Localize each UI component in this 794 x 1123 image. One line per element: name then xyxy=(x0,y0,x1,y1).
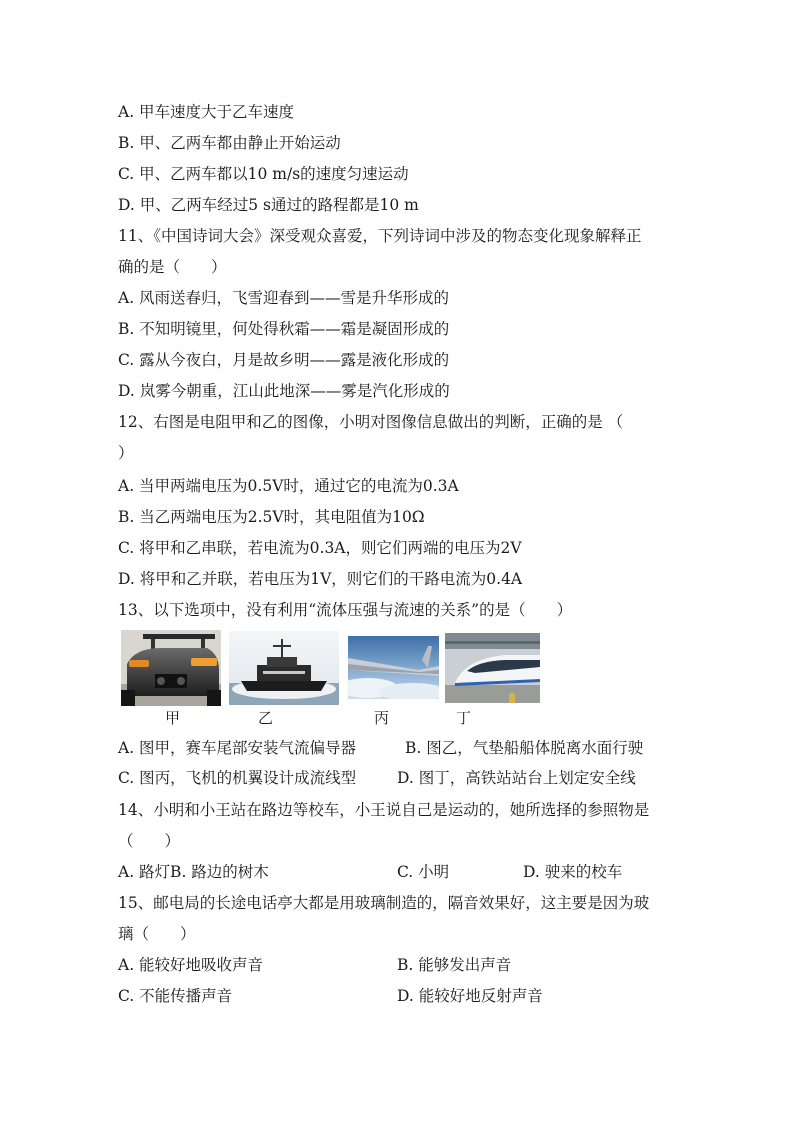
q15-option-c: C. 不能传播声音 xyxy=(118,987,233,1005)
hovercraft-image xyxy=(229,631,339,705)
q11-option-a: A. 风雨送春归，飞雪迎春到——雪是升华形成的 xyxy=(118,289,450,307)
caption-jia: 甲 xyxy=(165,709,181,727)
q10-option-d: D. 甲、乙两车经过5 s通过的路程都是10 m xyxy=(118,196,419,214)
q11-stem-line1: 11、《中国诗词大会》深受观众喜爱，下列诗词中涉及的物态变化现象解释正 xyxy=(118,227,642,245)
q15-option-d: D. 能较好地反射声音 xyxy=(397,987,543,1005)
q12-stem-line2: ） xyxy=(118,444,134,462)
q15-stem-line2: 璃（ ） xyxy=(118,925,196,943)
q15-stem-line1: 15、邮电局的长途电话亭大都是用玻璃制造的，隔音效果好，这主要是因为玻 xyxy=(118,894,650,912)
q12-stem-line1: 12、右图是电阻甲和乙的图像，小明对图像信息做出的判断，正确的是 （ xyxy=(118,413,624,431)
q13-option-a: A. 图甲，赛车尾部安装气流偏导器 xyxy=(118,739,357,757)
q10-option-b: B. 甲、乙两车都由静止开始运动 xyxy=(118,134,341,152)
q12-option-d: D. 将甲和乙并联，若电压为1V，则它们的干路电流为0.4A xyxy=(118,570,523,588)
q14-stem-line1: 14、小明和小王站在路边等校车，小王说自己是运动的，她所选择的参照物是 xyxy=(118,801,650,819)
q12-option-c: C. 将甲和乙串联，若电流为0.3A，则它们两端的电压为2V xyxy=(118,539,522,557)
q10-option-c: C. 甲、乙两车都以10 m/s的速度匀速运动 xyxy=(118,165,409,183)
race-car-spoiler-image xyxy=(121,630,221,706)
q11-option-d: D. 岚雾今朝重，江山此地深——雾是汽化形成的 xyxy=(118,382,450,400)
q12-option-b: B. 当乙两端电压为2.5V时，其电阻值为10Ω xyxy=(118,508,425,526)
caption-bing: 丙 xyxy=(374,709,390,727)
q13-option-c: C. 图丙，飞机的机翼设计成流线型 xyxy=(118,769,357,787)
q15-option-b: B. 能够发出声音 xyxy=(397,956,512,974)
q13-stem: 13、以下选项中，没有利用“流体压强与流速的关系”的是（ ） xyxy=(118,601,573,619)
q14-option-c: C. 小明 xyxy=(397,863,450,881)
q11-stem-line2: 确的是（ ） xyxy=(118,258,227,276)
high-speed-train-image xyxy=(445,633,540,703)
q11-option-b: B. 不知明镜里，何处得秋霜——霜是凝固形成的 xyxy=(118,320,450,338)
q10-option-a: A. 甲车速度大于乙车速度 xyxy=(118,103,295,121)
q13-option-b: B. 图乙，气垫船船体脱离水面行驶 xyxy=(405,739,644,757)
q15-option-a: A. 能较好地吸收声音 xyxy=(118,956,264,974)
q12-option-a: A. 当甲两端电压为0.5V时，通过它的电流为0.3A xyxy=(118,477,459,495)
q11-option-c: C. 露从今夜白，月是故乡明——露是液化形成的 xyxy=(118,351,450,369)
caption-ding: 丁 xyxy=(456,709,472,727)
caption-yi: 乙 xyxy=(258,709,274,727)
q14-option-d: D. 驶来的校车 xyxy=(523,863,623,881)
airplane-wing-image xyxy=(348,636,439,699)
q14-option-ab: A. 路灯B. 路边的树木 xyxy=(118,863,269,881)
q13-option-d: D. 图丁，高铁站站台上划定安全线 xyxy=(397,769,636,787)
q14-stem-line2: （ ） xyxy=(118,832,181,850)
